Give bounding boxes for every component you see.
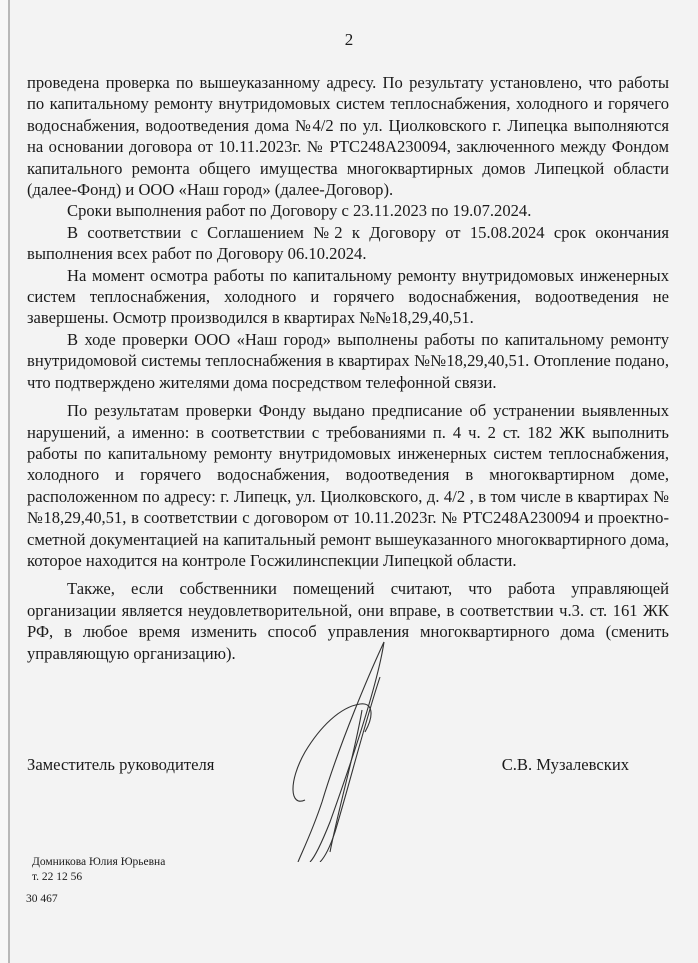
executor-name: Домникова Юлия Юрьевна [32,856,166,868]
signatory-title: Заместитель руководителя [27,755,215,774]
executor-block [32,855,165,885]
paragraph-6: По результатам проверки Фонду выдано предписание об устранении выявленных нарушений, а именно: в соответствии с требованиями п. 4 ч. 2 ст. 182 ЖК выполнить работы по капитальному ремонту внутридомовых инженерных систем теплоснабжения, холодного и горячего водоснабжения, водоотведения в многоквартирном доме, расположенном по адресу: г. Липецк, ул. Циолковского, д. 4/2 , в том числе в квартирах №№18,29,40,51, в соответствии с договором от 10.11.2023г. № РТС248А230094 и проектно-сметной документацией на капитальный ремонт вышеуказанного многоквартирного дома, которое находится на контроле Госжилинспекции Липецкой области. [27,401,669,570]
paragraph-1: проведена проверка по вышеуказанному адресу. По результату установлено, что работы по капитальному ремонту внутридомовых систем теплоснабжения, холодного и горячего водоснабжения, водоотведения дома №4/2 по ул. Циолковского г. Липецка выполняются на основании договора от 10.11.2023г. № РТС248А230094, заключенного между Фондом капитального ремонта общего имущества многоквартирных домов Липецкой области (далее-Фонд) и ООО «Наш город» (далее-Договор). [27,73,669,200]
page-number: 2 [344,30,354,49]
paragraph-3: В соответствии с Соглашением №2 к Договору от 15.08.2024 срок окончания выполнения всех работ по Договору 06.10.2024. [27,222,669,264]
executor-phone: т. 22 12 56 [32,871,83,883]
page-edge [0,0,10,963]
handwritten-signature [260,632,420,862]
paragraph-2: Сроки выполнения работ по Договору с 23.11.2023 по 19.07.2024. [67,201,532,221]
paragraph-7: Также, если собственники помещений считают, что работа управляющей организации является неудовлетворительной, они вправе, в соответствии ч.3. ст. 161 ЖК РФ, в любое время изменить способ управления многоквартирного дома (сменить управляющую организацию). [27,579,669,663]
registration-number: 30 467 [26,893,58,905]
signatory-name: С.В. Музалевских [501,755,629,774]
paragraph-5: В ходе проверки ООО «Наш город» выполнены работы по капитальному ремонту внутридомовой системы теплоснабжения в квартирах №№18,29,40,51. Отопление подано, что подтверждено жителями дома посредством телефонной связи. [27,329,669,392]
paragraph-4: На момент осмотра работы по капитальному ремонту внутридомовых инженерных систем теплоснабжения, холодного и горячего водоснабжения, водоотведения не завершены. Осмотр производился в квартирах №№18,29,40,51. [27,265,669,328]
letter-body [27,72,669,664]
